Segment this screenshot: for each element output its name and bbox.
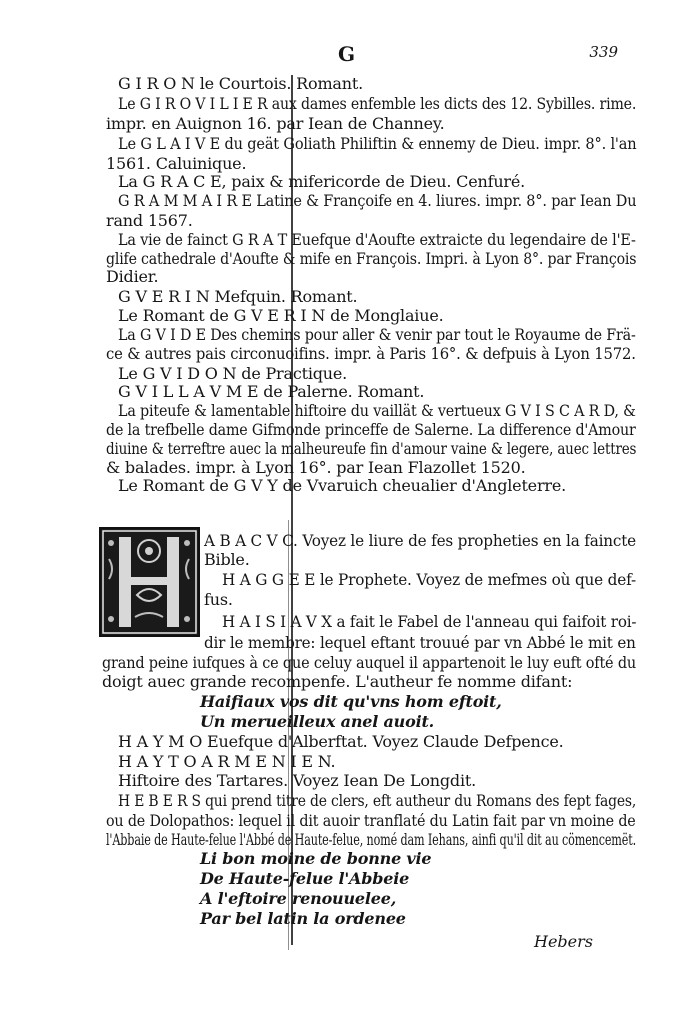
text-line: dir le membre: lequel eftant trouué par vn Abbé le mit en — [204, 633, 636, 652]
text-line: impr. en Auignon 16. par Iean de Channey. — [106, 114, 445, 133]
verse-line: Par bel latin la ordenee — [200, 909, 406, 928]
text-line: Le Romant de G V E R I N de Monglaiue. — [118, 306, 444, 325]
text-line: doigt auec grande recompenfe. L'autheur fe nomme difant: — [102, 672, 573, 691]
verse-line: A l'eftoire renouuelee, — [200, 889, 397, 908]
text-line: rand 1567. — [106, 211, 193, 230]
verse-line: Un merueilleux anel auoit. — [200, 712, 435, 731]
ornament-icon — [101, 529, 198, 635]
text-line: H A G G E E le Prophete. Voyez de mefmes où que def- — [222, 570, 636, 589]
text-line: l'Abbaie de Haute-felue l'Abbé de Haute-felue, nomé dam Iehans, ainfi qu'il dit au cömencemët. — [106, 830, 636, 849]
text-line: La piteufe & lamentable hiftoire du vaillät & vertueux G V I S C A R D, & — [118, 401, 636, 420]
text-line: Bible. — [204, 550, 250, 569]
verse-line: De Haute-felue l'Abbeie — [200, 869, 410, 888]
text-line: H A Y M O Euefque d'Alberftat. Voyez Claude Defpence. — [118, 732, 564, 751]
text-line: H A Y T O A R M E N I E N. — [118, 752, 336, 771]
text-line: fus. — [204, 590, 233, 609]
text-line: Le Romant de G V Y de Vvaruich cheualier d'Angleterre. — [118, 476, 566, 495]
page-number: 339 — [589, 43, 618, 61]
text-line: Le G I R O V I L I E R aux dames enfemble les dicts des 12. Sybilles. rime. — [118, 94, 637, 113]
catchword: Hebers — [534, 932, 593, 951]
text-line: de la trefbelle dame Gifmonde princeffe de Salerne. La difference d'Amour — [106, 420, 636, 439]
text-line: diuine & terreftre auec la malheureufe fin d'amour vaine & legere, auec lettres — [106, 439, 637, 458]
text-line: La vie de fainct G R A T Euefque d'Aoufte extraicte du legendaire de l'E- — [118, 230, 636, 249]
text-line: Hiftoire des Tartares. Voyez Iean De Longdit. — [118, 771, 476, 790]
text-line: Le G V I D O N de Practique. — [118, 364, 348, 383]
text-line: ou de Dolopathos: lequel il dit auoir tranflaté du Latin fait par vn moine de — [106, 811, 636, 830]
text-line: La G R A C E, paix & mifericorde de Dieu. Cenfuré. — [118, 172, 526, 191]
text-line: 1561. Caluinique. — [106, 154, 247, 173]
decorated-initial-h — [99, 527, 200, 637]
text-line: A B A C V C. Voyez le liure de fes propheties en la faincte — [204, 531, 636, 550]
text-line: Le G L A I V E du geät Goliath Philiftin & ennemy de Dieu. impr. 8°. l'an — [118, 134, 637, 153]
text-line: La G V I D E Des chemins pour aller & venir par tout le Royaume de Frä- — [118, 325, 636, 344]
text-line: grand peine iufques à ce que celuy auquel il appartenoit le luy euft ofté du — [102, 653, 637, 672]
text-line: H E B E R S qui prend titre de clers, eft autheur du Romans des fept fages, — [118, 791, 637, 810]
signature-mark: G — [338, 42, 356, 66]
verse-line: Li bon moine de bonne vie — [200, 849, 432, 868]
text-line: G V E R I N Mefquin. Romant. — [118, 287, 358, 306]
verse-line: Haifiaux vos dit qu'vns hom eftoit, — [200, 692, 502, 711]
text-line: G I R O N le Courtois. Romant. — [118, 74, 363, 93]
text-line: Didier. — [106, 267, 159, 286]
text-line: ce & autres pais circonuoifins. impr. à Paris 16°. & defpuis à Lyon 1572. — [106, 344, 636, 363]
text-line: H A I S I A V X a fait le Fabel de l'anneau qui faifoit roi- — [222, 612, 637, 631]
text-line: & balades. impr. à Lyon 16°. par Iean Flazollet 1520. — [106, 458, 526, 477]
text-line: glife cathedrale d'Aoufte & mife en François. Impri. à Lyon 8°. par François — [106, 249, 637, 268]
text-line: G V I L L A V M E de Palerne. Romant. — [118, 382, 425, 401]
text-line: G R A M M A I R E Latine & Françoife en 4. liures. impr. 8°. par Iean Du — [118, 191, 637, 210]
